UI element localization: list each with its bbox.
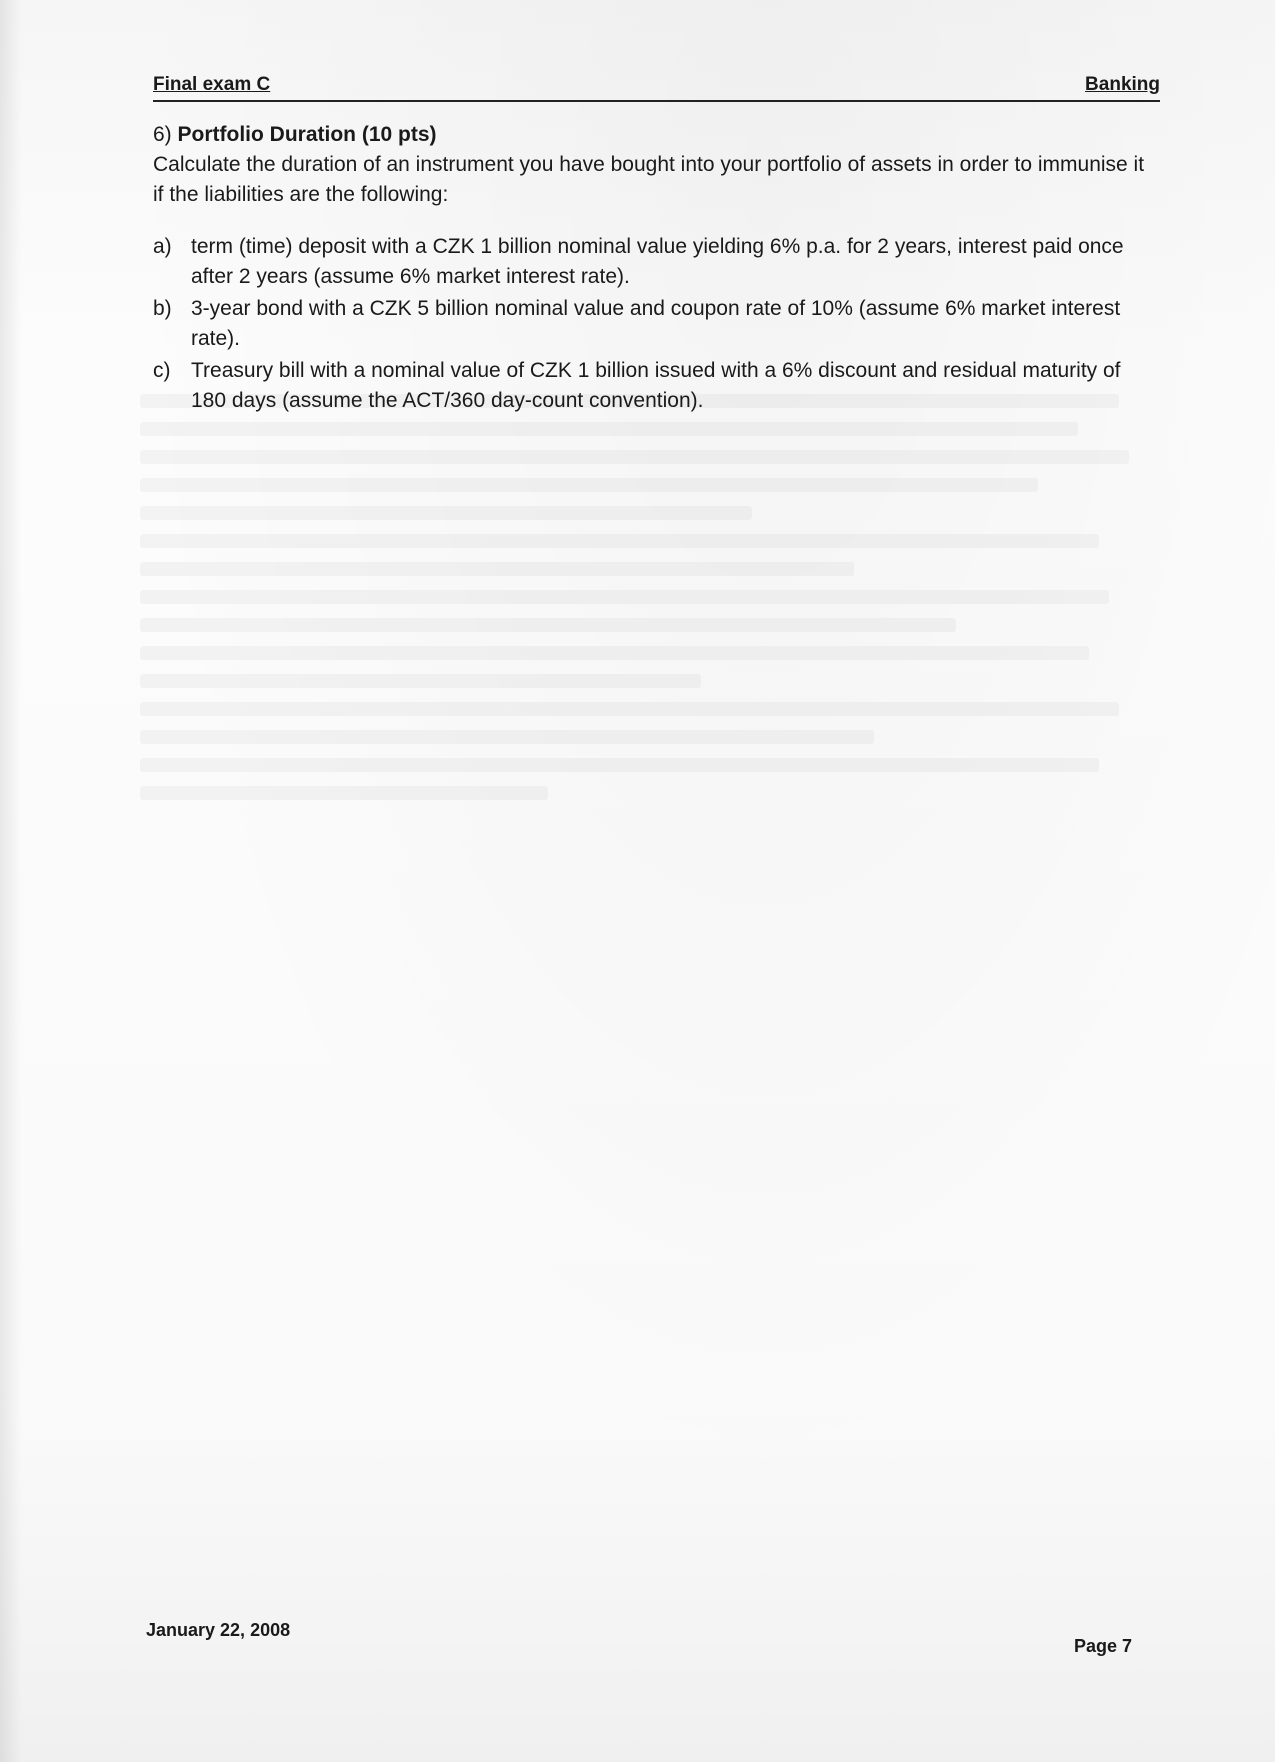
- list-item: [153, 294, 1153, 354]
- page-number: Page 7: [1074, 1636, 1133, 1656]
- header-subject: Banking: [1085, 74, 1160, 95]
- list-item-text: 3-year bond with a CZK 5 billion nominal value and coupon rate of 10% (assume 6% market interest rate).: [191, 297, 1121, 350]
- list-item-marker: a): [153, 235, 172, 258]
- page-header: [153, 74, 1160, 102]
- question-block: [153, 120, 1153, 418]
- list-item-marker: b): [153, 297, 172, 320]
- question-number: 6): [153, 123, 172, 146]
- list-item: [153, 232, 1153, 292]
- list-item-marker: c): [153, 359, 171, 382]
- list-item-text: term (time) deposit with a CZK 1 billion nominal value yielding 6% p.a. for 2 years, interest paid once after 2 years (assume 6% market interest rate).: [191, 235, 1124, 288]
- question-title: Portfolio Duration (10 pts): [177, 123, 437, 146]
- footer-date: January 22, 2008: [146, 1620, 291, 1640]
- list-item: [153, 356, 1153, 416]
- header-exam-title: Final exam C: [153, 74, 271, 95]
- liabilities-list: [153, 232, 1153, 416]
- bleed-through-background: [140, 380, 1160, 814]
- list-item-text: Treasury bill with a nominal value of CZK 1 billion issued with a 6% discount and residual maturity of 180 days (assume the ACT/360 day-count convention).: [191, 359, 1121, 412]
- question-heading: [153, 120, 1153, 150]
- question-intro: Calculate the duration of an instrument you have bought into your portfolio of assets in order to immunise it if the liabilities are the following:: [153, 153, 1145, 206]
- page-edge-shadow: [0, 0, 22, 1762]
